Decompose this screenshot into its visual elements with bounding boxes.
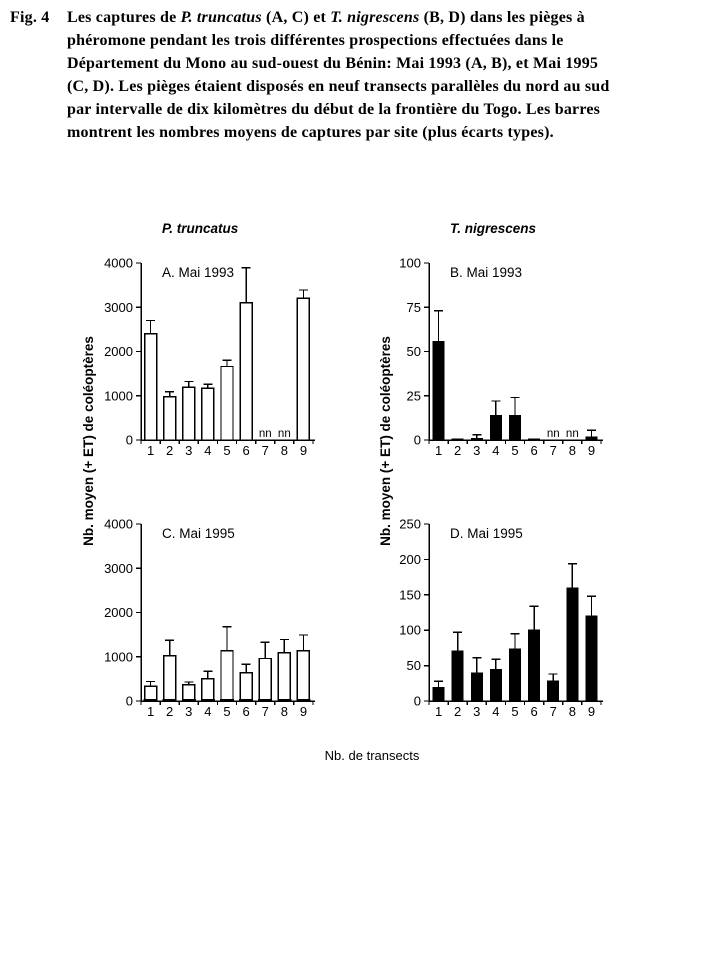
y-axis-title: Nb. moyen (+ ET) de coléoptères xyxy=(81,336,96,546)
bar xyxy=(528,439,540,440)
column-title: P. truncatus xyxy=(162,221,239,236)
x-category-label: 5 xyxy=(511,704,519,719)
bar xyxy=(240,303,252,440)
x-category-label: 9 xyxy=(299,443,308,458)
x-category-label: 4 xyxy=(204,443,212,458)
y-tick-label: 150 xyxy=(399,587,421,603)
bar-base-mark xyxy=(182,699,196,702)
bar xyxy=(145,334,157,440)
caption-text-segment: par intervalle de dix kilomètres du début de la frontière du Togo. Les barres xyxy=(67,101,601,118)
panel-label: B. Mai 1993 xyxy=(450,265,523,280)
caption-text-segment: (B, D) dans les pièges à xyxy=(419,9,585,26)
figure-number: Fig. 4 xyxy=(10,9,50,26)
y-tick-label: 4000 xyxy=(104,255,133,271)
column-title: T. nigrescens xyxy=(450,221,537,236)
bar xyxy=(259,659,271,701)
x-category-label: 1 xyxy=(146,443,155,458)
x-category-label: 9 xyxy=(587,443,596,458)
no-data-label: nn xyxy=(258,428,272,440)
y-tick-label: 2000 xyxy=(104,344,133,359)
bar xyxy=(490,669,502,701)
x-category-label: 3 xyxy=(185,704,193,719)
y-tick-label: 200 xyxy=(399,551,421,567)
x-category-label: 8 xyxy=(280,704,288,719)
x-category-label: 9 xyxy=(299,704,308,719)
y-tick-label: 0 xyxy=(413,693,421,709)
y-tick-label: 4000 xyxy=(104,516,133,532)
bar xyxy=(297,298,309,440)
x-category-label: 5 xyxy=(511,443,519,458)
bar xyxy=(183,387,195,440)
bar xyxy=(452,439,464,440)
x-category-label: 2 xyxy=(166,443,174,458)
x-category-label: 4 xyxy=(204,704,212,719)
caption-text-segment: phéromone pendant les trois différentes prospections effectuées dans le xyxy=(67,32,564,49)
bar-base-mark xyxy=(277,699,291,702)
bar xyxy=(202,679,214,701)
x-category-label: 1 xyxy=(434,443,443,458)
bar-base-mark xyxy=(163,699,177,702)
bar xyxy=(509,649,521,701)
y-tick-label: 0 xyxy=(413,432,421,448)
caption-text-segment: (C, D). Les pièges étaient disposés en neuf transects parallèles du nord au sud xyxy=(67,78,610,95)
y-tick-label: 250 xyxy=(399,516,421,532)
no-data-label: nn xyxy=(546,428,560,440)
bar xyxy=(509,415,521,440)
x-category-label: 6 xyxy=(242,704,250,719)
caption-text-segment: (A, C) et xyxy=(261,9,331,26)
species-name: P. truncatus xyxy=(180,9,262,26)
x-category-label: 5 xyxy=(223,704,231,719)
y-tick-label: 3000 xyxy=(104,560,133,576)
y-axis-title: Nb. moyen (+ ET) de coléoptères xyxy=(378,336,393,546)
y-tick-label: 0 xyxy=(125,693,133,709)
panel-label: D. Mai 1995 xyxy=(450,526,523,541)
bar xyxy=(183,685,195,701)
y-tick-label: 0 xyxy=(125,432,133,448)
x-category-label: 7 xyxy=(261,443,269,458)
bar-base-mark xyxy=(201,699,215,702)
bar xyxy=(278,653,290,701)
caption-text-segment: montrent les nombres moyens de captures par site (plus écarts types). xyxy=(67,124,554,141)
bar xyxy=(240,673,252,701)
y-tick-label: 25 xyxy=(406,388,421,404)
y-tick-label: 1000 xyxy=(104,649,133,665)
x-category-label: 2 xyxy=(454,704,462,719)
x-category-label: 3 xyxy=(473,704,481,719)
y-tick-label: 100 xyxy=(399,255,421,271)
panel-label: C. Mai 1995 xyxy=(162,526,235,541)
y-tick-label: 3000 xyxy=(104,299,133,315)
no-data-label: nn xyxy=(565,428,579,440)
bar xyxy=(145,686,157,701)
bar xyxy=(585,436,597,440)
bar xyxy=(221,367,233,440)
x-category-label: 1 xyxy=(434,704,443,719)
x-category-label: 4 xyxy=(492,443,500,458)
y-tick-label: 50 xyxy=(406,658,421,674)
x-category-label: 6 xyxy=(530,443,538,458)
x-category-label: 1 xyxy=(146,704,155,719)
x-category-label: 3 xyxy=(185,443,193,458)
x-category-label: 9 xyxy=(587,704,596,719)
x-category-label: 2 xyxy=(166,704,174,719)
species-name: T. nigrescens xyxy=(330,9,420,26)
bar-base-mark xyxy=(296,699,310,702)
bar xyxy=(490,415,502,440)
x-category-label: 5 xyxy=(223,443,231,458)
bar xyxy=(585,615,597,701)
y-tick-label: 2000 xyxy=(104,605,133,620)
bar-base-mark xyxy=(220,699,234,702)
caption-text-segment: Département du Mono au sud-ouest du Bénin: Mai 1993 (A, B), et Mai 1995 xyxy=(67,55,599,72)
bar xyxy=(433,341,445,440)
no-data-label: nn xyxy=(277,428,291,440)
x-category-label: 2 xyxy=(454,443,462,458)
x-category-label: 8 xyxy=(280,443,288,458)
bar-base-mark xyxy=(239,699,253,702)
bar xyxy=(164,397,176,440)
bar xyxy=(452,651,464,701)
y-tick-label: 50 xyxy=(406,344,421,359)
x-category-label: 8 xyxy=(568,704,576,719)
bar xyxy=(471,673,483,701)
bar xyxy=(547,680,559,701)
x-category-label: 6 xyxy=(242,443,250,458)
y-tick-label: 100 xyxy=(399,622,421,638)
y-tick-label: 1000 xyxy=(104,388,133,404)
x-category-label: 7 xyxy=(549,443,557,458)
bar xyxy=(297,651,309,701)
x-category-label: 7 xyxy=(549,704,557,719)
x-category-label: 4 xyxy=(492,704,500,719)
x-category-label: 3 xyxy=(473,443,481,458)
bar xyxy=(164,656,176,701)
panel-label: A. Mai 1993 xyxy=(162,265,235,280)
x-category-label: 8 xyxy=(568,443,576,458)
caption-text-segment: Les captures de xyxy=(67,9,181,26)
bar xyxy=(221,651,233,701)
bar-base-mark xyxy=(258,699,272,702)
x-category-label: 7 xyxy=(261,704,269,719)
bar xyxy=(528,629,540,701)
bar xyxy=(566,588,578,701)
x-axis-title: Nb. de transects xyxy=(324,748,420,763)
y-tick-label: 75 xyxy=(406,299,421,315)
bar xyxy=(471,438,483,440)
bar-base-mark xyxy=(144,699,158,702)
x-category-label: 6 xyxy=(530,704,538,719)
bar xyxy=(202,388,214,440)
bar xyxy=(433,687,445,701)
